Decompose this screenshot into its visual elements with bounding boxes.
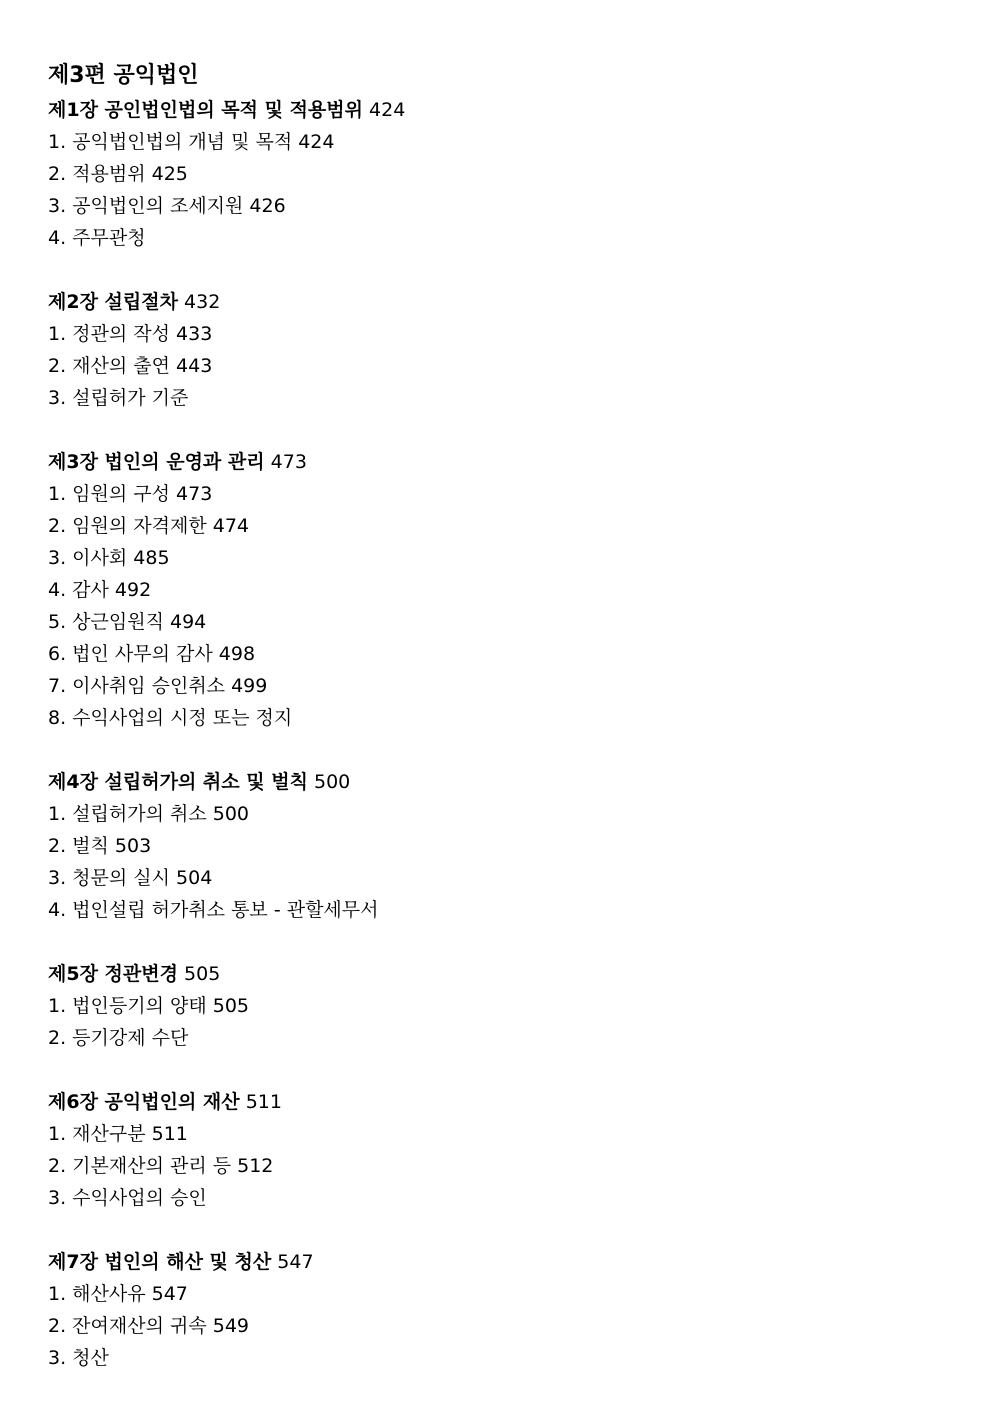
list-item: 3. 이사회 485	[48, 547, 170, 569]
list-item: 2. 임원의 자격제한 474	[48, 515, 249, 537]
list-item: 4. 주무관청	[48, 227, 146, 249]
chapter-2	[48, 286, 968, 414]
chapter-page: 432	[184, 291, 221, 313]
list-item: 2. 잔여재산의 귀속 549	[48, 1315, 249, 1337]
list-item: 1. 재산구분 511	[48, 1123, 188, 1145]
chapter-4	[48, 766, 968, 926]
list-item: 2. 벌칙 503	[48, 835, 152, 857]
chapter-3	[48, 446, 968, 734]
chapter-heading	[48, 94, 968, 126]
chapter-5	[48, 958, 968, 1054]
list-item: 1. 해산사유 547	[48, 1283, 188, 1305]
chapter-heading	[48, 1246, 968, 1278]
list-item: 2. 적용범위 425	[48, 163, 188, 185]
chapter-heading	[48, 286, 968, 318]
chapter-page: 511	[245, 1091, 282, 1113]
chapter-title: 제7장 법인의 해산 및 청산	[48, 1251, 272, 1273]
chapter-title: 제3장 법인의 운영과 관리	[48, 451, 265, 473]
list-item: 1. 공익법인법의 개념 및 목적 424	[48, 131, 335, 153]
chapter-title: 제1장 공인법인법의 목적 및 적용범위	[48, 99, 363, 121]
list-item: 2. 등기강제 수단	[48, 1027, 189, 1049]
list-item: 3. 공익법인의 조세지원 426	[48, 195, 286, 217]
list-item: 3. 수익사업의 승인	[48, 1187, 207, 1209]
list-item: 4. 법인설립 허가취소 통보 - 관할세무서	[48, 899, 379, 921]
chapter-title: 제4장 설립허가의 취소 및 벌칙	[48, 771, 308, 793]
chapter-6	[48, 1086, 968, 1214]
list-item: 7. 이사취임 승인취소 499	[48, 675, 268, 697]
chapter-heading	[48, 958, 968, 990]
list-item: 1. 임원의 구성 473	[48, 483, 213, 505]
chapter-page: 500	[313, 771, 351, 793]
list-item: 4. 감사 492	[48, 579, 152, 601]
chapter-title: 제5장 정관변경	[48, 963, 178, 985]
list-item: 3. 청산	[48, 1347, 109, 1369]
table-of-contents	[48, 58, 968, 1406]
chapter-page: 424	[369, 99, 406, 121]
list-item: 3. 청문의 실시 504	[48, 867, 213, 889]
list-item: 1. 법인등기의 양태 505	[48, 995, 249, 1017]
chapter-title: 제2장 설립절차	[48, 291, 178, 313]
list-item: 2. 기본재산의 관리 등 512	[48, 1155, 274, 1177]
list-item: 3. 설립허가 기준	[48, 387, 189, 409]
list-item: 1. 설립허가의 취소 500	[48, 803, 249, 825]
list-item: 1. 정관의 작성 433	[48, 323, 213, 345]
list-item: 2. 재산의 출연 443	[48, 355, 213, 377]
chapter-page: 547	[277, 1251, 314, 1273]
chapter-heading	[48, 766, 968, 798]
chapter-heading	[48, 446, 968, 478]
list-item: 5. 상근임원직 494	[48, 611, 207, 633]
chapter-title: 제6장 공익법인의 재산	[48, 1091, 240, 1113]
chapter-1	[48, 94, 968, 254]
chapter-7	[48, 1246, 968, 1374]
list-item: 8. 수익사업의 시정 또는 정지	[48, 707, 293, 729]
part-title: 제3편 공익법인	[48, 63, 199, 88]
chapter-heading	[48, 1086, 968, 1118]
chapter-page: 505	[184, 963, 221, 985]
chapter-page: 473	[270, 451, 307, 473]
list-item: 6. 법인 사무의 감사 498	[48, 643, 256, 665]
